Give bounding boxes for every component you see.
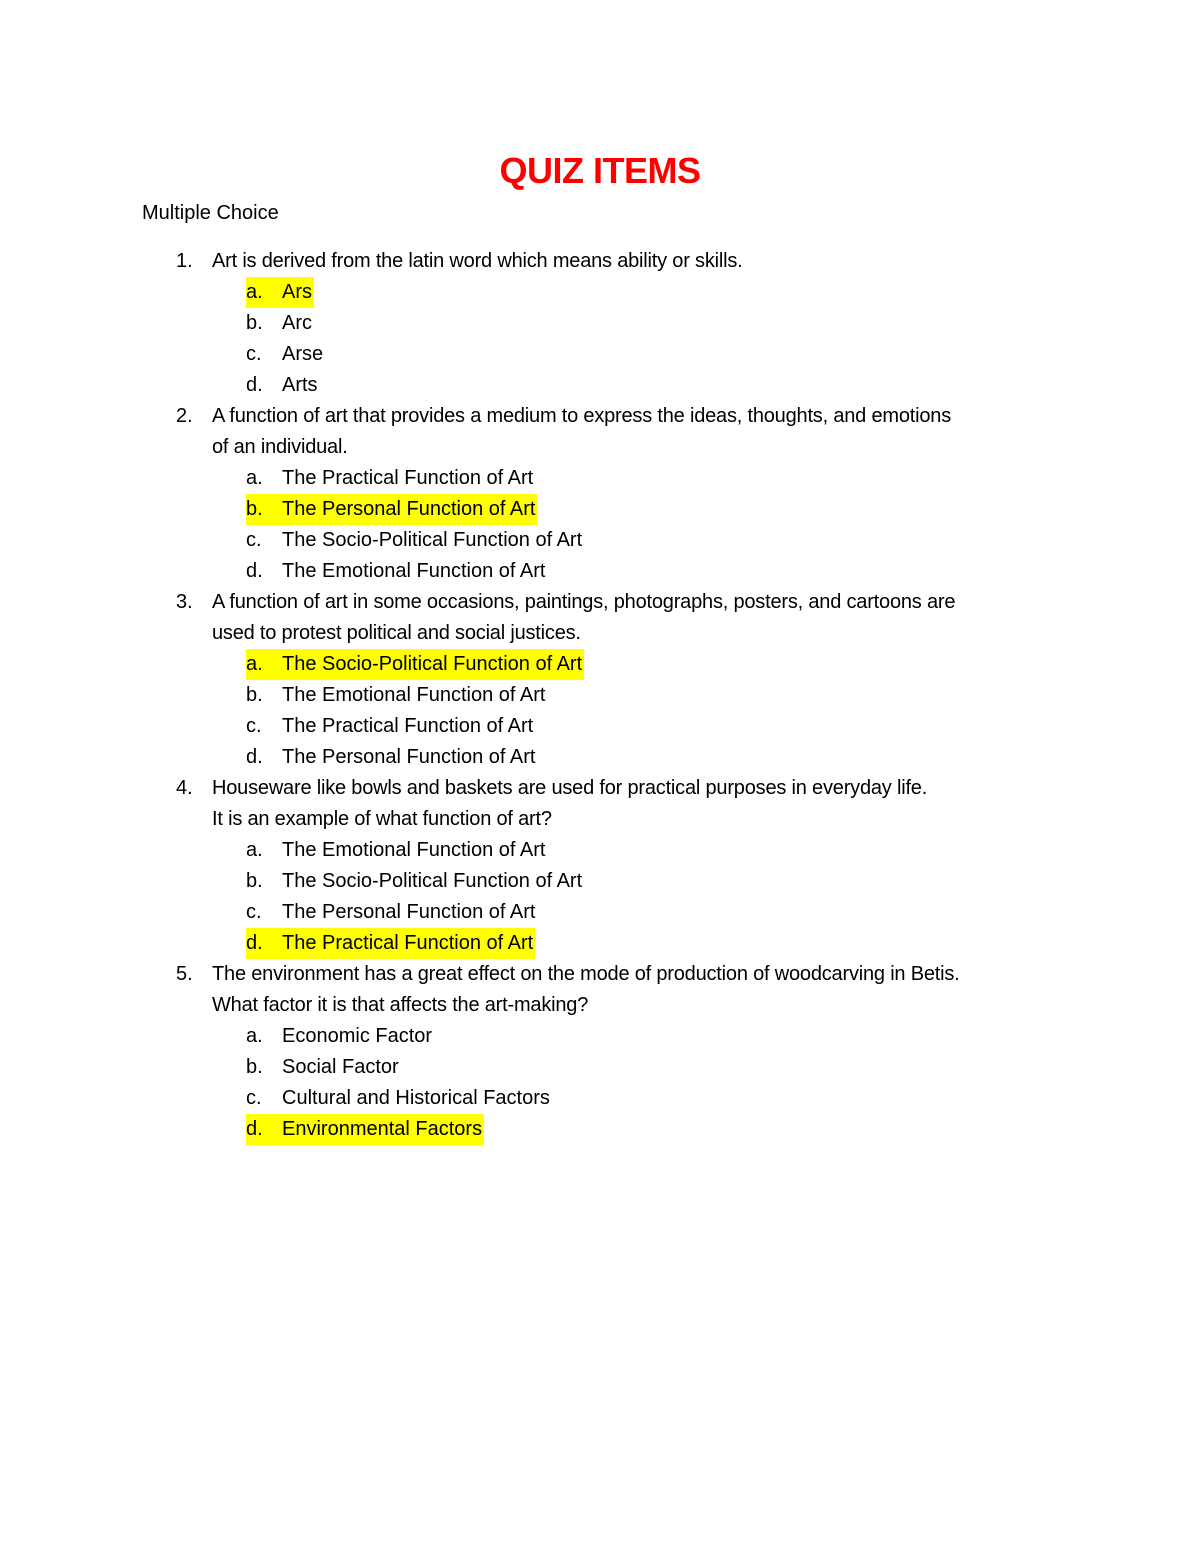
question-text [212, 587, 1052, 649]
question-list [0, 246, 1200, 1145]
question-number: 4. [176, 777, 193, 799]
option-text: The Socio-Political Function of Art [282, 870, 583, 892]
answer-option-correct [0, 1114, 1200, 1145]
option-list [0, 277, 1200, 401]
answer-option [0, 742, 1200, 773]
answer-option [0, 339, 1200, 370]
question-text [212, 246, 1052, 277]
answer-option [0, 711, 1200, 742]
option-text: The Practical Function of Art [282, 715, 534, 737]
question-item [0, 401, 1200, 587]
option-letter: a. [246, 281, 263, 303]
question-line: It is an example of what function of art? [212, 808, 552, 830]
question-item [0, 959, 1200, 1145]
question-line: Houseware like bowls and baskets are used for practical purposes in everyday life. [212, 777, 928, 799]
answer-option [0, 866, 1200, 897]
option-list [0, 649, 1200, 773]
option-letter: b. [246, 870, 263, 892]
option-text: The Personal Function of Art [282, 498, 536, 520]
question-line: The environment has a great effect on the mode of production of woodcarving in Betis. [212, 963, 960, 985]
option-text: Environmental Factors [282, 1118, 483, 1140]
option-letter: d. [246, 560, 263, 582]
answer-option [0, 556, 1200, 587]
option-text: The Socio-Political Function of Art [282, 653, 583, 675]
option-text: Arts [282, 374, 318, 396]
option-letter: d. [246, 374, 263, 396]
option-text: The Practical Function of Art [282, 467, 534, 489]
question-line: What factor it is that affects the art-making? [212, 994, 589, 1016]
option-letter: a. [246, 1025, 263, 1047]
section-label: Multiple Choice [142, 202, 279, 224]
option-letter: d. [246, 932, 263, 954]
answer-option-correct [0, 494, 1200, 525]
answer-option-correct [0, 277, 1200, 308]
answer-option [0, 835, 1200, 866]
question-number: 2. [176, 405, 193, 427]
option-text: Arse [282, 343, 324, 365]
question-text [212, 959, 1052, 1021]
question-number: 1. [176, 250, 193, 272]
question-line: A function of art that provides a medium to express the ideas, thoughts, and emotions [212, 405, 951, 427]
option-text: Economic Factor [282, 1025, 433, 1047]
option-text: The Emotional Function of Art [282, 560, 546, 582]
answer-option [0, 525, 1200, 556]
answer-option-correct [0, 649, 1200, 680]
answer-option [0, 680, 1200, 711]
question-line: of an individual. [212, 436, 348, 458]
option-text: The Practical Function of Art [282, 932, 534, 954]
answer-option [0, 463, 1200, 494]
option-list [0, 1021, 1200, 1145]
option-letter: b. [246, 1056, 263, 1078]
question-item [0, 246, 1200, 401]
option-letter: a. [246, 653, 263, 675]
option-text: The Emotional Function of Art [282, 839, 546, 861]
option-letter: b. [246, 684, 263, 706]
answer-option-correct [0, 928, 1200, 959]
page-title: QUIZ ITEMS [499, 150, 701, 191]
answer-option [0, 370, 1200, 401]
question-line: used to protest political and social justices. [212, 622, 581, 644]
option-text: The Personal Function of Art [282, 901, 536, 923]
question-line: A function of art in some occasions, paintings, photographs, posters, and cartoons are [212, 591, 956, 613]
option-letter: c. [246, 1087, 262, 1109]
option-letter: c. [246, 529, 262, 551]
answer-option [0, 897, 1200, 928]
question-item [0, 773, 1200, 959]
answer-option [0, 1052, 1200, 1083]
option-letter: c. [246, 901, 262, 923]
answer-option [0, 1021, 1200, 1052]
option-list [0, 835, 1200, 959]
option-text: Social Factor [282, 1056, 399, 1078]
option-list [0, 463, 1200, 587]
question-item [0, 587, 1200, 773]
option-letter: b. [246, 498, 263, 520]
option-text: Ars [282, 281, 312, 303]
question-number: 3. [176, 591, 193, 613]
option-letter: a. [246, 839, 263, 861]
option-text: The Emotional Function of Art [282, 684, 546, 706]
option-letter: d. [246, 746, 263, 768]
option-letter: a. [246, 467, 263, 489]
option-text: The Personal Function of Art [282, 746, 536, 768]
option-text: Cultural and Historical Factors [282, 1087, 550, 1109]
option-letter: b. [246, 312, 263, 334]
question-line: Art is derived from the latin word which means ability or skills. [212, 250, 743, 272]
answer-option [0, 1083, 1200, 1114]
question-text [212, 773, 1052, 835]
option-letter: c. [246, 343, 262, 365]
question-text [212, 401, 1052, 463]
option-letter: d. [246, 1118, 263, 1140]
option-text: The Socio-Political Function of Art [282, 529, 583, 551]
option-text: Arc [282, 312, 312, 334]
answer-option [0, 308, 1200, 339]
option-letter: c. [246, 715, 262, 737]
question-number: 5. [176, 963, 193, 985]
